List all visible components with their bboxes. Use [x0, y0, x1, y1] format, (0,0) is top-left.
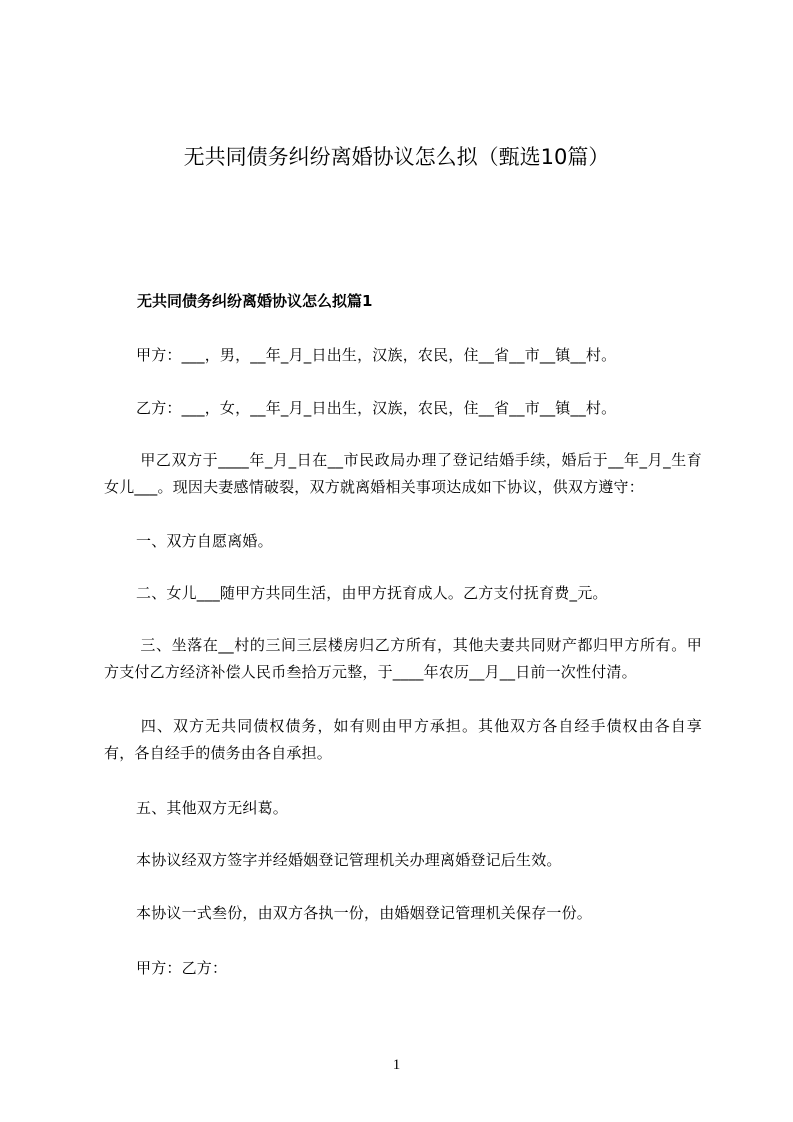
paragraph-text: 本协议一式叁份，由双方各执一份，由婚姻登记管理机关保存一份。 — [136, 904, 593, 922]
paragraph-party-b — [104, 395, 702, 422]
paragraph-signatures — [104, 955, 702, 982]
paragraph-text: 甲方：乙方： — [136, 959, 228, 977]
page-number: 1 — [392, 1057, 401, 1073]
paragraph-text: 乙方：___，女，__年_月_日出生，汉族，农民，住__省__市__镇__村。 — [136, 399, 617, 417]
paragraph-clause-4 — [104, 713, 702, 767]
paragraph-text: 甲方：___，男，__年_月_日出生，汉族，农民，住__省__市__镇__村。 — [136, 346, 617, 364]
paragraph-clause-2 — [104, 580, 702, 607]
section-heading: 无共同债务纠纷离婚协议怎么拟篇1 — [137, 292, 373, 310]
paragraph-clause-3 — [104, 632, 702, 686]
paragraph-party-a — [104, 342, 702, 369]
paragraph-effective-clause — [104, 847, 702, 874]
paragraph-text: 甲乙双方于____年_月_日在__市民政局办理了登记结婚手续，婚后于__年_月_生育女儿___。现因夫妻感情破裂，双方就离婚相关事项达成如下协议，供双方遵守： — [104, 451, 702, 496]
paragraph-copies-clause — [104, 900, 702, 927]
paragraph-marriage-background — [104, 447, 702, 501]
paragraph-text: 五、其他双方无纠葛。 — [136, 799, 289, 817]
paragraph-clause-1 — [104, 528, 702, 555]
paragraph-text: 本协议经双方签字并经婚姻登记管理机关办理离婚登记后生效。 — [136, 851, 562, 869]
paragraph-text: 三、坐落在__村的三间三层楼房归乙方所有，其他夫妻共同财产都归甲方所有。甲方支付乙方经济补偿人民币叁拾万元整，于____年农历__月__日前一次性付清。 — [104, 636, 702, 681]
paragraph-text: 一、双方自愿离婚。 — [136, 532, 273, 550]
document-title: 无共同债务纠纷离婚协议怎么拟（甄选10篇） — [183, 145, 610, 169]
paragraph-text: 四、双方无共同债权债务，如有则由甲方承担。其他双方各自经手债权由各自享有，各自经手的债务由各自承担。 — [104, 717, 702, 762]
paragraph-text: 二、女儿___随甲方共同生活，由甲方抚育成人。乙方支付抚育费_元。 — [136, 584, 608, 602]
paragraph-clause-5 — [104, 795, 702, 822]
